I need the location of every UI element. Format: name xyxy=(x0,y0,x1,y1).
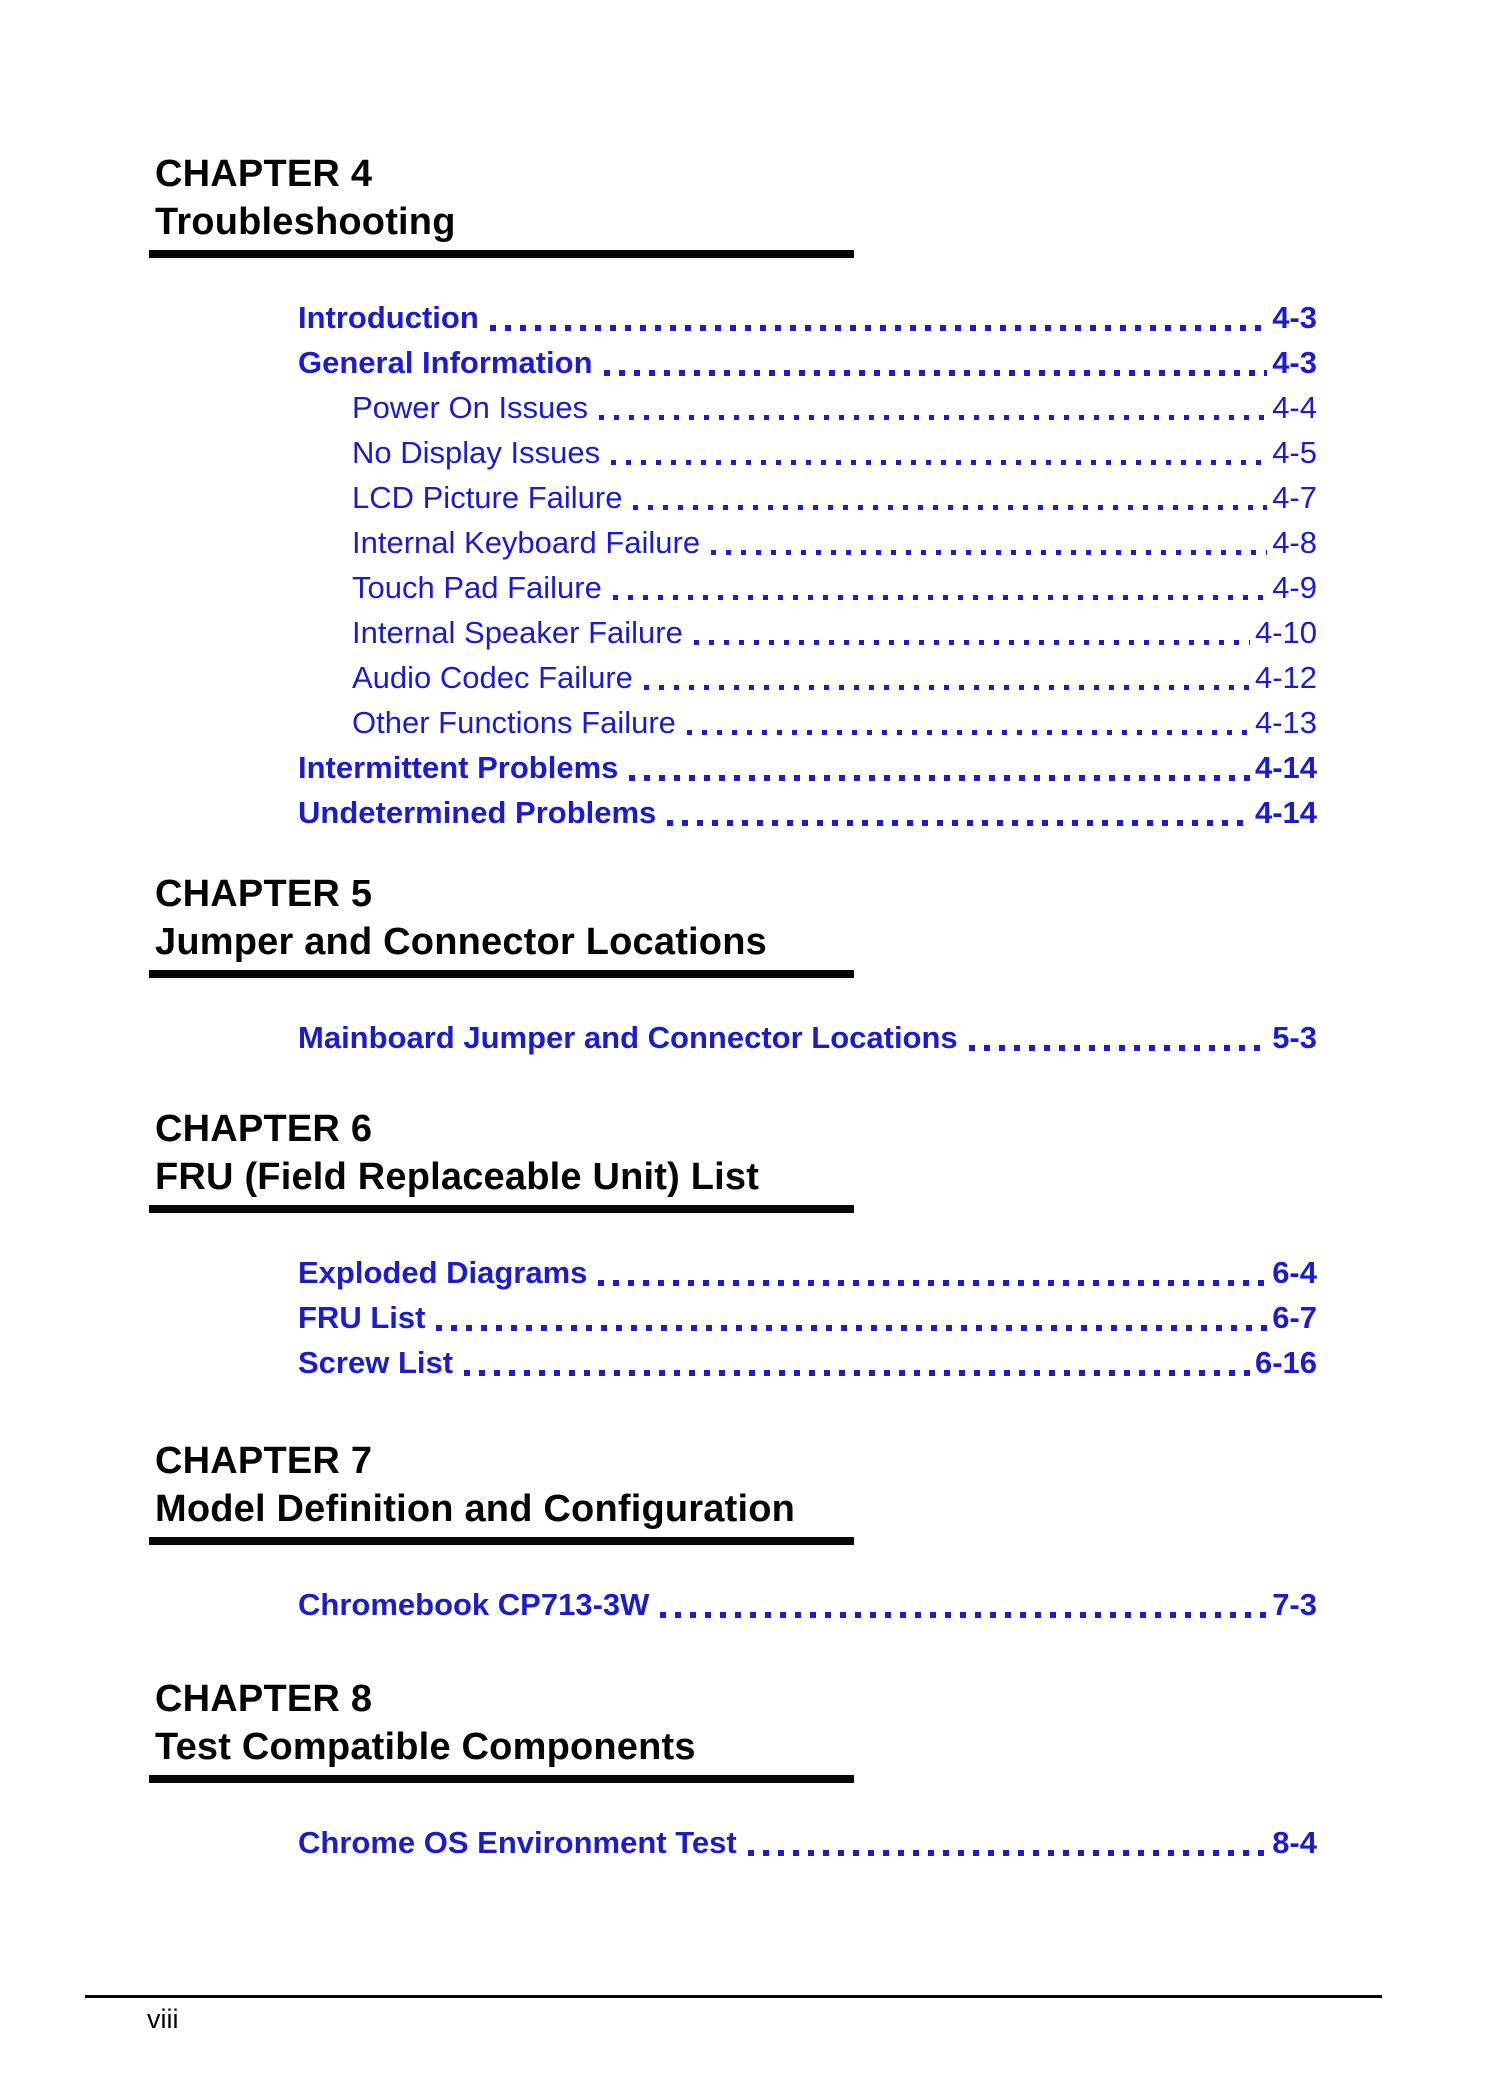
dot-leader xyxy=(694,640,1250,645)
chapter-number: CHAPTER 8 xyxy=(155,1678,373,1720)
toc-entry-page[interactable]: 7-3 xyxy=(1272,1587,1317,1622)
dot-leader xyxy=(490,325,1267,331)
dot-leader xyxy=(711,550,1267,555)
toc-entry-label[interactable]: LCD Picture Failure xyxy=(352,480,623,515)
toc-entry[interactable] xyxy=(298,700,1317,745)
heading-rule xyxy=(149,1537,854,1545)
toc-entries xyxy=(298,1250,1317,1385)
toc-entry-label[interactable]: Audio Codec Failure xyxy=(352,660,633,695)
toc-entry[interactable] xyxy=(298,610,1317,655)
toc-entry-label[interactable]: Internal Keyboard Failure xyxy=(352,525,701,560)
toc-entry[interactable] xyxy=(298,385,1317,430)
toc-entry-label[interactable]: FRU List xyxy=(298,1300,426,1335)
toc-entry-page[interactable]: 4-10 xyxy=(1254,615,1317,650)
dot-leader xyxy=(436,1325,1267,1331)
dot-leader xyxy=(611,460,1267,465)
toc-entry-page[interactable]: 4-8 xyxy=(1272,525,1317,560)
toc-entry[interactable] xyxy=(298,565,1317,610)
toc-entry-page[interactable]: 4-13 xyxy=(1254,705,1317,740)
toc-entry[interactable] xyxy=(298,790,1317,835)
dot-leader xyxy=(598,1280,1267,1286)
dot-leader xyxy=(464,1370,1250,1376)
toc-entries xyxy=(298,295,1317,835)
toc-entry[interactable] xyxy=(298,475,1317,520)
toc-entry-page[interactable]: 4-4 xyxy=(1272,390,1317,425)
dot-leader xyxy=(969,1045,1268,1051)
chapter-heading xyxy=(155,1437,1317,1533)
toc-entries xyxy=(298,1582,1317,1627)
dot-leader xyxy=(644,685,1250,690)
chapter-heading xyxy=(155,150,1317,246)
page-number: viii xyxy=(147,2004,179,2034)
heading-rule xyxy=(149,1775,854,1783)
toc-entry-label[interactable]: Intermittent Problems xyxy=(298,750,619,785)
toc-entry-page[interactable]: 4-5 xyxy=(1272,435,1317,470)
toc-entry-page[interactable]: 4-14 xyxy=(1254,795,1317,830)
toc-entry-label[interactable]: Undetermined Problems xyxy=(298,795,657,830)
toc-entries xyxy=(298,1015,1317,1060)
toc-entry[interactable] xyxy=(298,340,1317,385)
dot-leader xyxy=(633,505,1267,510)
toc-entry[interactable] xyxy=(298,520,1317,565)
dot-leader xyxy=(599,415,1267,420)
toc-entry-page[interactable]: 5-3 xyxy=(1272,1020,1317,1055)
toc-entry[interactable] xyxy=(298,295,1317,340)
toc-entry-label[interactable]: No Display Issues xyxy=(352,435,601,470)
chapter-section xyxy=(155,870,1317,1060)
chapter-title: Test Compatible Components xyxy=(155,1726,696,1768)
toc-entry-page[interactable]: 4-12 xyxy=(1254,660,1317,695)
footer-rule xyxy=(85,1995,1382,1998)
toc-entry[interactable] xyxy=(298,1295,1317,1340)
dot-leader xyxy=(604,370,1268,376)
toc-entry-label[interactable]: Touch Pad Failure xyxy=(352,570,602,605)
heading-rule xyxy=(149,970,854,978)
toc-entry[interactable] xyxy=(298,1250,1317,1295)
toc-entry-page[interactable]: 4-9 xyxy=(1272,570,1317,605)
chapter-heading xyxy=(155,1105,1317,1201)
toc-entry[interactable] xyxy=(298,1015,1317,1060)
toc-entry-label[interactable]: Power On Issues xyxy=(352,390,589,425)
toc-entry-page[interactable]: 6-4 xyxy=(1272,1255,1317,1290)
heading-rule xyxy=(149,250,854,258)
chapter-title: Troubleshooting xyxy=(155,201,456,243)
toc-entry-label[interactable]: Other Functions Failure xyxy=(352,705,676,740)
chapter-section xyxy=(155,1437,1317,1627)
chapter-number: CHAPTER 5 xyxy=(155,873,373,915)
toc-entry[interactable] xyxy=(298,1582,1317,1627)
toc-entry-label[interactable]: General Information xyxy=(298,345,593,380)
chapter-number: CHAPTER 4 xyxy=(155,153,373,195)
chapter-title: FRU (Field Replaceable Unit) List xyxy=(155,1156,760,1198)
chapter-section xyxy=(155,1105,1317,1385)
dot-leader xyxy=(629,775,1250,781)
chapter-section xyxy=(155,1675,1317,1865)
toc-entry-label[interactable]: Chrome OS Environment Test xyxy=(298,1825,737,1860)
toc-entry[interactable] xyxy=(298,745,1317,790)
dot-leader xyxy=(667,820,1250,826)
dot-leader xyxy=(660,1612,1267,1618)
toc-entry-label[interactable]: Chromebook CP713-3W xyxy=(298,1587,650,1622)
toc-entry-page[interactable]: 8-4 xyxy=(1272,1825,1317,1860)
chapter-number: CHAPTER 7 xyxy=(155,1440,373,1482)
toc-entry-page[interactable]: 4-3 xyxy=(1272,300,1317,335)
dot-leader xyxy=(687,730,1250,735)
toc-entry-page[interactable]: 4-3 xyxy=(1272,345,1317,380)
toc-entry-label[interactable]: Introduction xyxy=(298,300,479,335)
toc-entry[interactable] xyxy=(298,655,1317,700)
chapter-number: CHAPTER 6 xyxy=(155,1108,373,1150)
toc-entry-page[interactable]: 4-14 xyxy=(1254,750,1317,785)
toc-entry-label[interactable]: Internal Speaker Failure xyxy=(352,615,683,650)
toc-entry[interactable] xyxy=(298,1340,1317,1385)
toc-entry[interactable] xyxy=(298,1820,1317,1865)
toc-entry-label[interactable]: Exploded Diagrams xyxy=(298,1255,588,1290)
dot-leader xyxy=(613,595,1267,600)
chapter-heading xyxy=(155,1675,1317,1771)
toc-entry-label[interactable]: Mainboard Jumper and Connector Locations xyxy=(298,1020,958,1055)
heading-rule xyxy=(149,1205,854,1213)
toc-entries xyxy=(298,1820,1317,1865)
chapter-title: Model Definition and Configuration xyxy=(155,1488,796,1530)
dot-leader xyxy=(748,1850,1268,1856)
toc-entry-page[interactable]: 4-7 xyxy=(1272,480,1317,515)
toc-entry[interactable] xyxy=(298,430,1317,475)
toc-entry-page[interactable]: 6-16 xyxy=(1254,1345,1317,1380)
toc-entry-label[interactable]: Screw List xyxy=(298,1345,454,1380)
chapter-section xyxy=(155,150,1317,835)
toc-entry-page[interactable]: 6-7 xyxy=(1272,1300,1317,1335)
chapter-title: Jumper and Connector Locations xyxy=(155,921,767,963)
chapter-heading xyxy=(155,870,1317,966)
